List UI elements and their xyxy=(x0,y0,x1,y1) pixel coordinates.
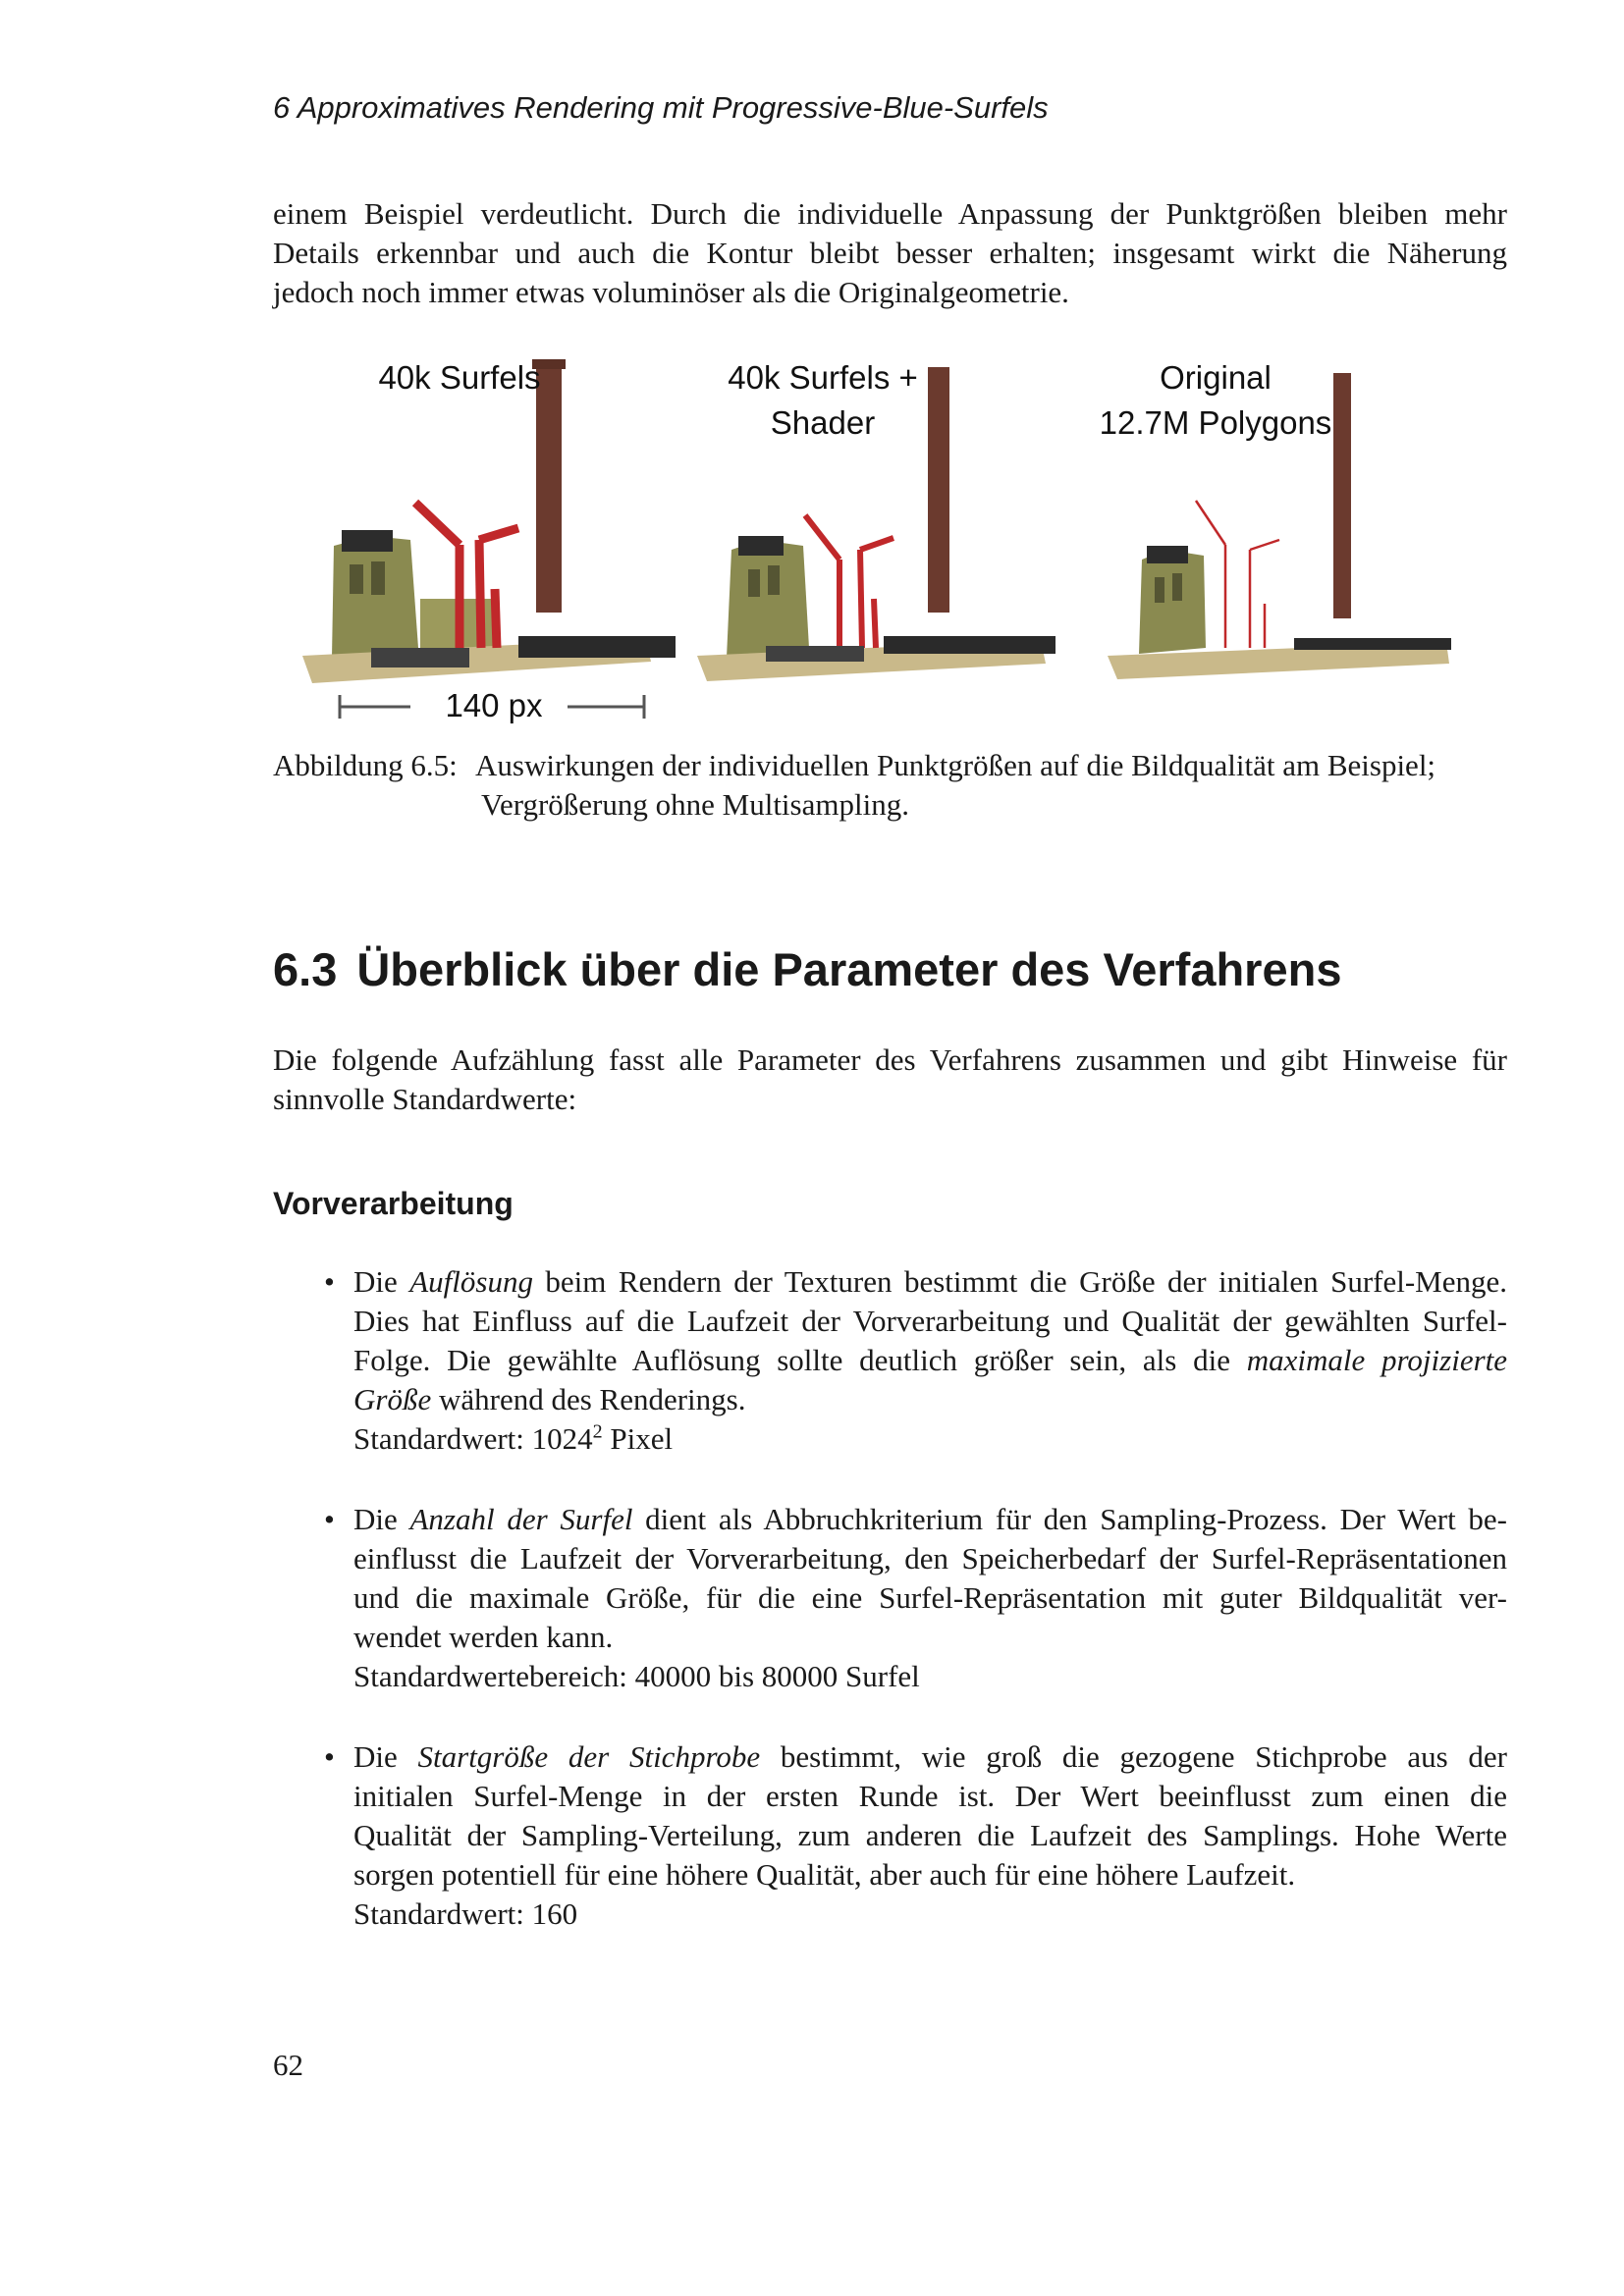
panel-3-label-line2: 12.7M Polygons xyxy=(1099,404,1332,441)
caption-label: Abbildung 6.5: xyxy=(273,748,458,782)
intro-paragraph xyxy=(273,194,1507,312)
bullet-dot: • xyxy=(324,1264,335,1299)
list-item-line: Folge. Die gewählte Auflösung sollte deutlich größer sein, als die maximale projizierte xyxy=(353,1343,1508,1377)
default-value: Standardwert: 160 xyxy=(353,1896,578,1931)
intro-line-3: jedoch noch immer etwas voluminöser als die Originalgeometrie. xyxy=(273,275,1069,309)
list-item-line: wendet werden kann. xyxy=(353,1620,614,1654)
section-intro-line-1: Die folgende Aufzählung fasst alle Parameter des Verfahrens zusammen und gibt Hinweise für xyxy=(273,1042,1507,1077)
caption-line-2: Vergrößerung ohne Multisampling. xyxy=(481,787,909,822)
default-value: Standardwertebereich: 40000 bis 80000 Surfel xyxy=(353,1659,920,1693)
section-heading xyxy=(273,942,1341,996)
term-aufloesung: Auflösung xyxy=(409,1264,533,1299)
list-item-line: Die Auflösung beim Rendern der Texturen bestimmt die Größe der initialen Surfel-Menge. xyxy=(353,1264,1508,1299)
bullet-dot: • xyxy=(324,1502,335,1536)
term-startgroesse: Startgröße der Stichprobe xyxy=(417,1739,761,1774)
running-header: 6 Approximatives Rendering mit Progressive-Blue-Surfels xyxy=(273,90,1049,125)
list-item-line: Dies hat Einfluss auf die Laufzeit der Vorverarbeitung und Qualität der gewählten Surfel- xyxy=(353,1304,1507,1338)
section-number: 6.3 xyxy=(273,943,338,995)
list-item-line: Größe während des Renderings. xyxy=(353,1382,746,1416)
list-item-line: Die Anzahl der Surfel dient als Abbruchkriterium für den Sampling-Prozess. Der Wert be- xyxy=(353,1502,1507,1536)
caption-line-1: Auswirkungen der individuellen Punktgrößen auf die Bildqualität am Beispiel; xyxy=(475,748,1436,782)
list-item-line: Qualität der Sampling-Verteilung, zum anderen die Laufzeit des Samplings. Hohe Werte xyxy=(353,1818,1507,1852)
list-item xyxy=(273,1262,1507,1459)
section-intro-line-2: sinnvolle Standardwerte: xyxy=(273,1082,577,1116)
panel-1-render xyxy=(302,359,676,683)
list-item-line: einflusst die Laufzeit der Vorverarbeitung, den Speicherbedarf der Surfel-Repräsentationen xyxy=(353,1541,1507,1575)
panel-3-label xyxy=(1058,355,1373,446)
list-item-line: und die maximale Größe, für die eine Surfel-Repräsentation mit guter Bildqualität ver- xyxy=(353,1580,1507,1615)
panel-3-label-line1: Original xyxy=(1160,359,1272,396)
list-item-line: initialen Surfel-Menge in der ersten Runde ist. Der Wert beeinflusst zum einen die xyxy=(353,1779,1507,1813)
panel-2-label-line2: Shader xyxy=(770,404,876,441)
subsection-heading: Vorverarbeitung xyxy=(273,1186,514,1221)
section-title: Überblick über die Parameter des Verfahrens xyxy=(356,943,1342,995)
panel-2-label xyxy=(685,355,960,446)
intro-line-2: Details erkennbar und auch die Kontur bleibt besser erhalten; insgesamt wirkt die Näherung xyxy=(273,236,1507,270)
bullet-dot: • xyxy=(324,1739,335,1774)
figure-6-5 xyxy=(273,353,1507,726)
section-intro xyxy=(273,1041,1507,1119)
term-anzahl-surfel: Anzahl der Surfel xyxy=(409,1502,633,1536)
panel-1-label: 40k Surfels xyxy=(378,359,541,396)
panel-2-label-line1: 40k Surfels + xyxy=(728,359,918,396)
figure-caption xyxy=(273,746,1507,825)
list-item-line: Die Startgröße der Stichprobe bestimmt, wie groß die gezogene Stichprobe aus der xyxy=(353,1739,1508,1774)
list-item-line: sorgen potentiell für eine höhere Qualität, aber auch für eine höhere Laufzeit. xyxy=(353,1857,1296,1892)
list-item xyxy=(273,1500,1507,1696)
intro-line-1: einem Beispiel verdeutlicht. Durch die individuelle Anpassung der Punktgrößen bleiben mehr xyxy=(273,196,1507,231)
page-number: 62 xyxy=(273,2048,303,2082)
scale-label: 140 px xyxy=(445,687,543,723)
list-item xyxy=(273,1737,1507,1934)
default-value: Standardwert: 1024$^2$ Pixel xyxy=(353,1420,674,1456)
